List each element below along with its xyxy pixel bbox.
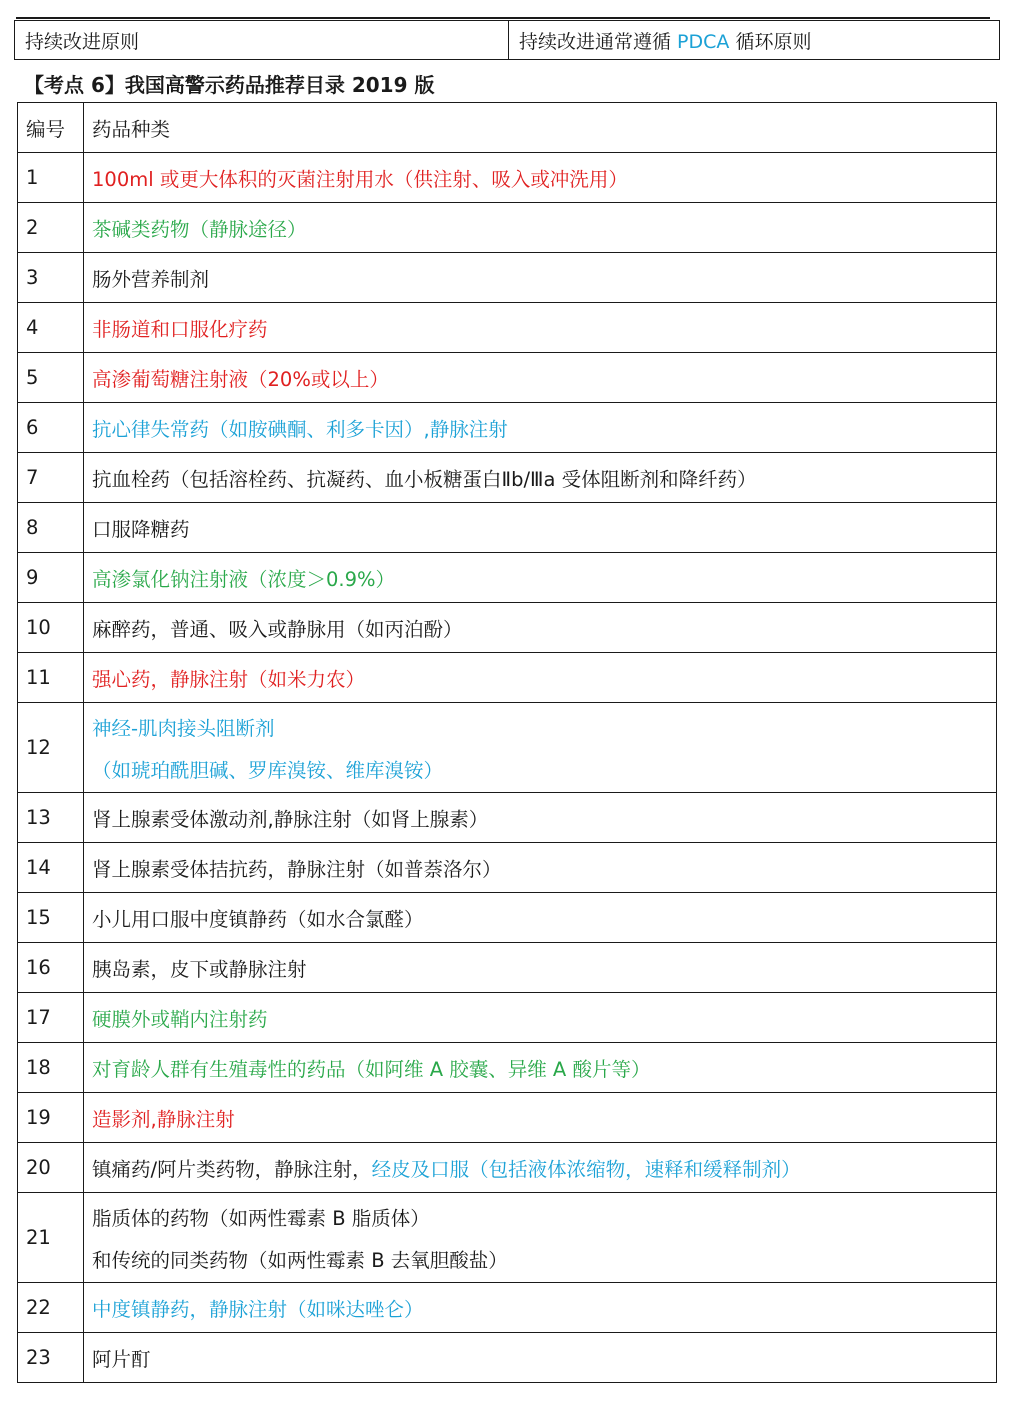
table-row: [18, 403, 997, 453]
drug-category-text: （如琥珀酰胆碱、罗库溴铵、维库溴铵）: [92, 758, 444, 782]
table-row: [18, 553, 997, 603]
row-number: 2: [18, 203, 84, 253]
table-body: [18, 153, 997, 1383]
drug-category-text: 硬膜外或鞘内注射药: [92, 1007, 268, 1031]
principle-desc-suffix: 循环原则: [729, 30, 812, 53]
row-number: 7: [18, 453, 84, 503]
header-number: 编号: [18, 103, 84, 153]
drug-category-text: 脂质体的药物（如两性霉素 B 脂质体）: [92, 1206, 430, 1230]
row-number: 14: [18, 843, 84, 893]
table-row: [18, 453, 997, 503]
table-row: [18, 153, 997, 203]
drug-category-cell: [84, 1333, 997, 1383]
principle-desc-prefix: 持续改进通常遵循: [519, 30, 678, 53]
drug-category-text: 强心药，静脉注射（如米力农）: [92, 667, 366, 691]
row-number: 16: [18, 943, 84, 993]
table-row: [18, 653, 997, 703]
table-row: [18, 353, 997, 403]
drug-category-text: 肠外营养制剂: [92, 267, 210, 291]
row-number: 20: [18, 1143, 84, 1193]
drug-category-text: 非肠道和口服化疗药: [92, 317, 268, 341]
drug-category-text: 高渗葡萄糖注射液（20%或以上）: [92, 367, 389, 391]
row-number: 21: [18, 1193, 84, 1283]
drug-category-text: 阿片酊: [92, 1347, 151, 1371]
table-row: [18, 943, 997, 993]
drug-category-cell: [84, 1193, 997, 1283]
table-row: [18, 253, 997, 303]
drug-category-text: 中度镇静药，静脉注射（如咪达唑仑）: [92, 1297, 424, 1321]
header-drug-category: 药品种类: [84, 103, 997, 153]
drug-category-text: 茶碱类药物（静脉途径）: [92, 217, 307, 241]
drug-category-cell: [84, 1283, 997, 1333]
drug-category-text: 神经-肌肉接头阻断剂: [92, 716, 275, 740]
drug-category-text: 造影剂,静脉注射: [92, 1107, 235, 1131]
row-number: 12: [18, 703, 84, 793]
drug-category-text: 口服降糖药: [92, 517, 190, 541]
drug-category-cell: [84, 993, 997, 1043]
drug-category-cell: [84, 553, 997, 603]
row-number: 5: [18, 353, 84, 403]
row-number: 11: [18, 653, 84, 703]
drug-category-text: 高渗氯化钠注射液（浓度＞0.9%）: [92, 567, 396, 591]
drug-category-line2: [92, 1245, 996, 1273]
drug-category-cell: [84, 203, 997, 253]
section-heading: 【考点 6】我国高警示药品推荐目录 2019 版: [24, 73, 435, 97]
row-number: 18: [18, 1043, 84, 1093]
row-number: 22: [18, 1283, 84, 1333]
drug-category-text: 和传统的同类药物（如两性霉素 B 去氧胆酸盐）: [92, 1248, 508, 1272]
row-number: 9: [18, 553, 84, 603]
drug-category-text: 肾上腺素受体激动剂,静脉注射（如肾上腺素）: [92, 807, 489, 831]
drug-category-cell: [84, 453, 997, 503]
drug-category-cell: [84, 353, 997, 403]
table-row: [18, 793, 997, 843]
drug-category-cell: [84, 653, 997, 703]
drug-category-text: 肾上腺素受体拮抗药，静脉注射（如普萘洛尔）: [92, 857, 502, 881]
row-number: 19: [18, 1093, 84, 1143]
table-row: [18, 603, 997, 653]
drug-category-cell: [84, 303, 997, 353]
drug-list-table: [17, 102, 997, 1383]
row-number: 8: [18, 503, 84, 553]
drug-category-cell: [84, 843, 997, 893]
drug-category-cell: [84, 1043, 997, 1093]
drug-category-text: 抗心律失常药（如胺碘酮、利多卡因）,静脉注射: [92, 417, 508, 441]
drug-category-cell: [84, 703, 997, 793]
table-row: [18, 843, 997, 893]
row-number: 6: [18, 403, 84, 453]
drug-category-line2: [92, 755, 996, 783]
principle-table: [14, 20, 1000, 60]
row-number: 10: [18, 603, 84, 653]
table-row: [18, 503, 997, 553]
table-row: [18, 1093, 997, 1143]
row-number: 1: [18, 153, 84, 203]
principle-desc-cell: [509, 21, 1000, 60]
table-row: [18, 993, 997, 1043]
pdca-highlight: PDCA: [677, 30, 730, 53]
table-row: [18, 1143, 997, 1193]
drug-category-cell: [84, 253, 997, 303]
row-number: 15: [18, 893, 84, 943]
table-row: [18, 203, 997, 253]
table-row: [18, 893, 997, 943]
drug-category-cell: [84, 793, 997, 843]
drug-category-text: 胰岛素，皮下或静脉注射: [92, 957, 307, 981]
drug-category-text: 100ml 或更大体积的灭菌注射用水（供注射、吸入或冲洗用）: [92, 167, 628, 191]
drug-category-cell: [84, 943, 997, 993]
table-row: [18, 1333, 997, 1383]
drug-category-cell: [84, 403, 997, 453]
drug-category-text: 麻醉药，普通、吸入或静脉用（如丙泊酚）: [92, 617, 463, 641]
drug-category-cell: [84, 1143, 997, 1193]
drug-category-cell: [84, 1093, 997, 1143]
drug-category-cell: [84, 503, 997, 553]
drug-category-text: 镇痛药/阿片类药物，静脉注射，: [92, 1157, 372, 1181]
table-row: [18, 703, 997, 793]
drug-category-text: 经皮及口服（包括液体浓缩物，速释和缓释制剂）: [371, 1157, 801, 1181]
row-number: 4: [18, 303, 84, 353]
table-row: [18, 1043, 997, 1093]
row-number: 23: [18, 1333, 84, 1383]
principle-row: [15, 21, 1000, 60]
row-number: 17: [18, 993, 84, 1043]
drug-category-text: 对育龄人群有生殖毒性的药品（如阿维 A 胶囊、异维 A 酸片等）: [92, 1057, 651, 1081]
row-number: 3: [18, 253, 84, 303]
drug-category-cell: [84, 603, 997, 653]
table-row: [18, 303, 997, 353]
drug-category-cell: [84, 153, 997, 203]
table-row: [18, 1283, 997, 1333]
row-number: 13: [18, 793, 84, 843]
drug-category-cell: [84, 893, 997, 943]
table-header-row: [18, 103, 997, 153]
table-row: [18, 1193, 997, 1283]
drug-category-text: 抗血栓药（包括溶栓药、抗凝药、血小板糖蛋白Ⅱb/Ⅲa 受体阻断剂和降纤药）: [92, 467, 757, 491]
drug-category-text: 小儿用口服中度镇静药（如水合氯醛）: [92, 907, 424, 931]
principle-name-cell: 持续改进原则: [15, 21, 509, 60]
top-rule: [16, 17, 990, 19]
